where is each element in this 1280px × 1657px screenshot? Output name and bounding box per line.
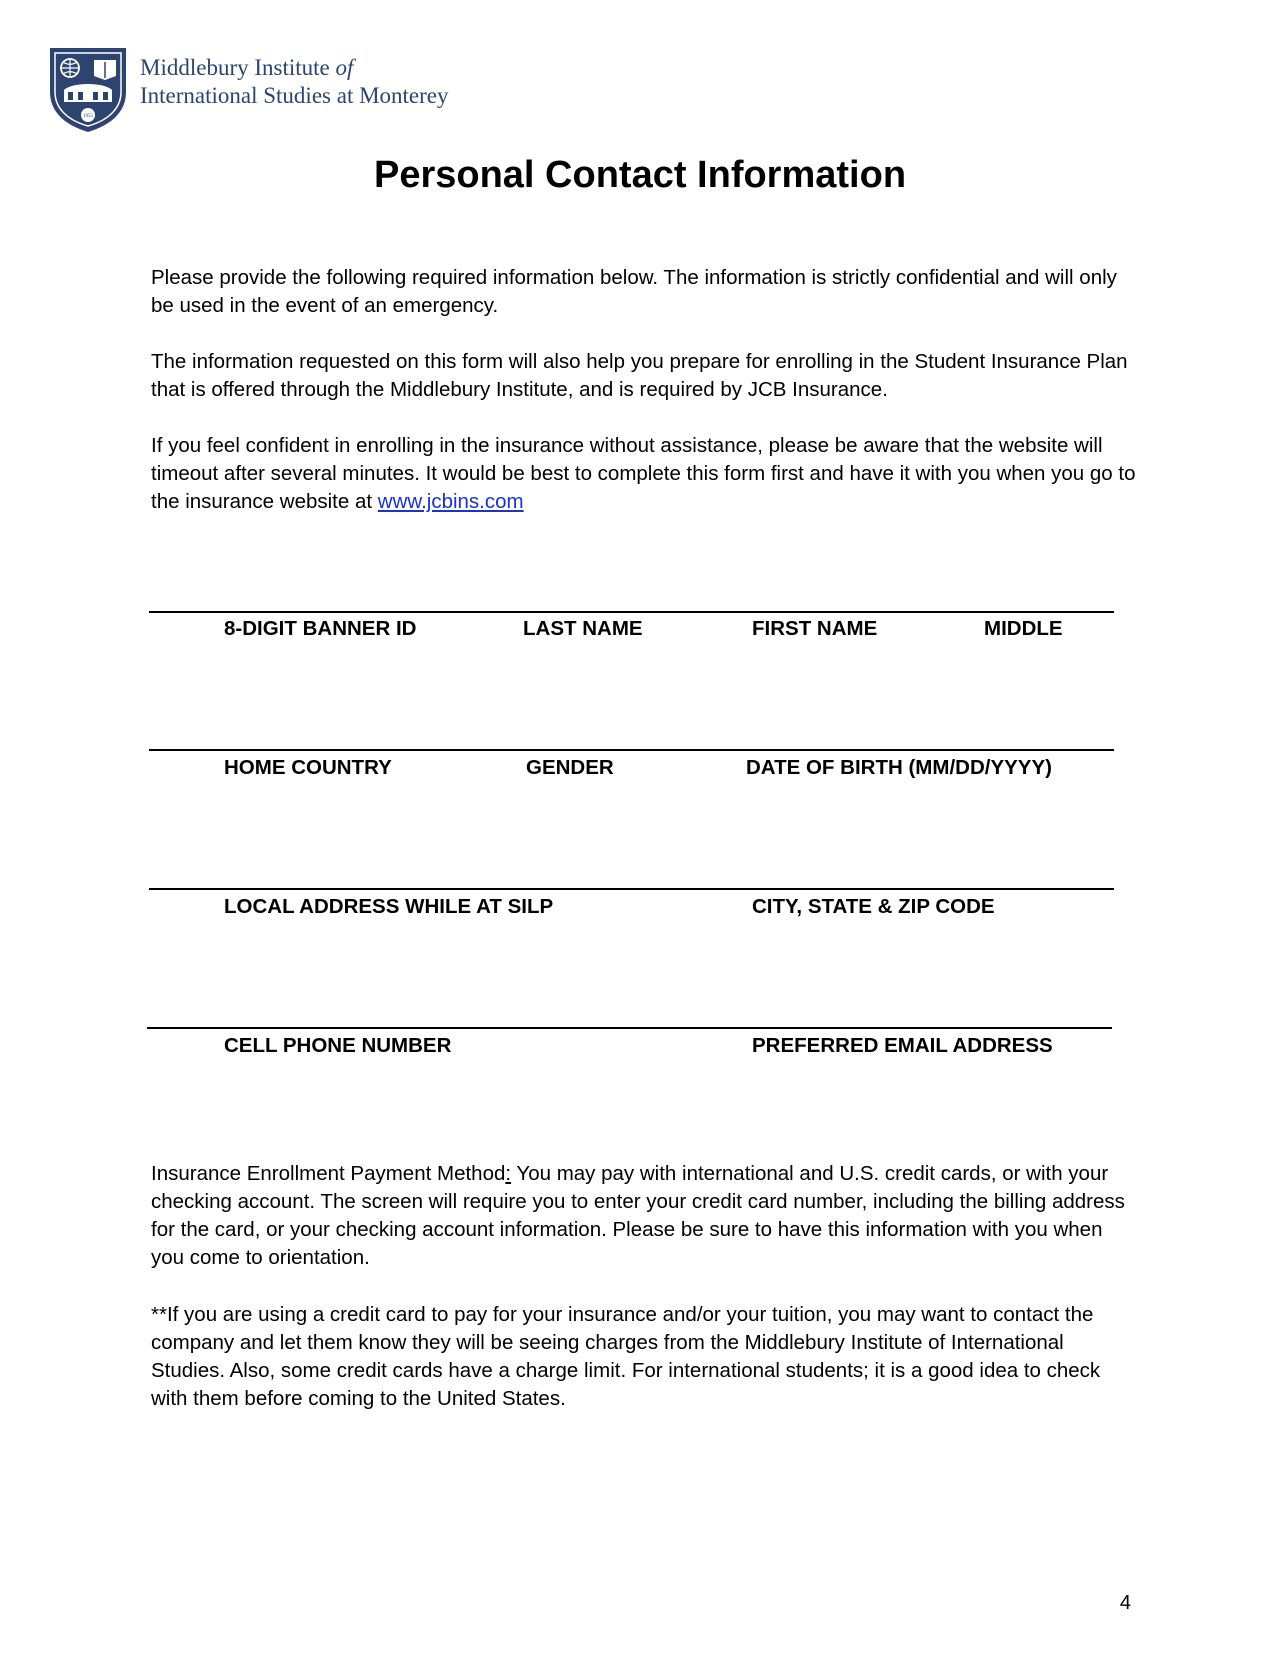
label-middle: MIDDLE: [984, 617, 1063, 640]
field-line-row-1[interactable]: [149, 611, 1114, 613]
intro-paragraph-1: Please provide the following required information below. The information is strictly confidential and will only be used in the event of an emergency.: [151, 266, 1117, 317]
credit-card-note: **If you are using a credit card to pay for your insurance and/or your tuition, you may want to contact the company and let them know they will be seeing charges from the Middlebury Institute of International Studies. Also, some credit cards have a charge limit. For international students; it is a good idea to check with them before coming to the United States.: [151, 1303, 1101, 1410]
field-line-row-4[interactable]: [147, 1027, 1112, 1029]
institution-logo: [48, 46, 449, 134]
payment-method-paragraph: [151, 1160, 1141, 1272]
intro-paragraph-3-text: If you feel confident in enrolling in the insurance without assistance, please be aware that the website will timeout after several minutes. It would be best to complete this form first and have it with you when you go to the insurance website at: [151, 434, 1136, 513]
label-local-address: LOCAL ADDRESS WHILE AT SILP: [224, 895, 554, 918]
page-title: Personal Contact Information: [373, 154, 907, 196]
label-email: PREFERRED EMAIL ADDRESS: [752, 1034, 1053, 1057]
label-cell-phone: CELL PHONE NUMBER: [224, 1034, 452, 1057]
svg-text:1955: 1955: [83, 114, 93, 119]
logo-of: of: [335, 55, 354, 80]
payment-method-label: Insurance Enrollment Payment Method: [151, 1162, 506, 1185]
label-banner-id: 8-DIGIT BANNER ID: [224, 617, 417, 640]
logo-line-1: Middlebury Institute: [140, 55, 330, 80]
field-line-row-3[interactable]: [149, 888, 1114, 890]
intro-paragraph-2: The information requested on this form will also help you prepare for enrolling in the Student Insurance Plan that is offered through the Middlebury Institute, and is required by JCB Insurance.: [151, 350, 1128, 401]
page-number: 4: [1119, 1592, 1131, 1614]
payment-method-text: You may pay with international and U.S. credit cards, or with your checking account. The screen will require you to enter your credit card number, including the billing address for the card, or your checking account information. Please be sure to have this information with you when you come to orientation.: [151, 1162, 1125, 1269]
label-home-country: HOME COUNTRY: [224, 756, 392, 779]
label-city-state-zip: CITY, STATE & ZIP CODE: [752, 895, 995, 918]
intro-paragraph-3: [151, 432, 1141, 516]
label-gender: GENDER: [526, 756, 614, 779]
institution-wordmark: [140, 54, 449, 110]
shield-crest-icon: [48, 46, 128, 134]
payment-method-colon: :: [505, 1162, 512, 1185]
label-last-name: LAST NAME: [523, 617, 643, 640]
label-first-name: FIRST NAME: [752, 617, 878, 640]
logo-line-2: International Studies at Monterey: [140, 83, 449, 108]
label-date-of-birth: DATE OF BIRTH (MM/DD/YYYY): [746, 756, 1052, 779]
field-line-row-2[interactable]: [149, 749, 1114, 751]
insurance-website-link[interactable]: www.jcbins.com: [377, 490, 524, 513]
